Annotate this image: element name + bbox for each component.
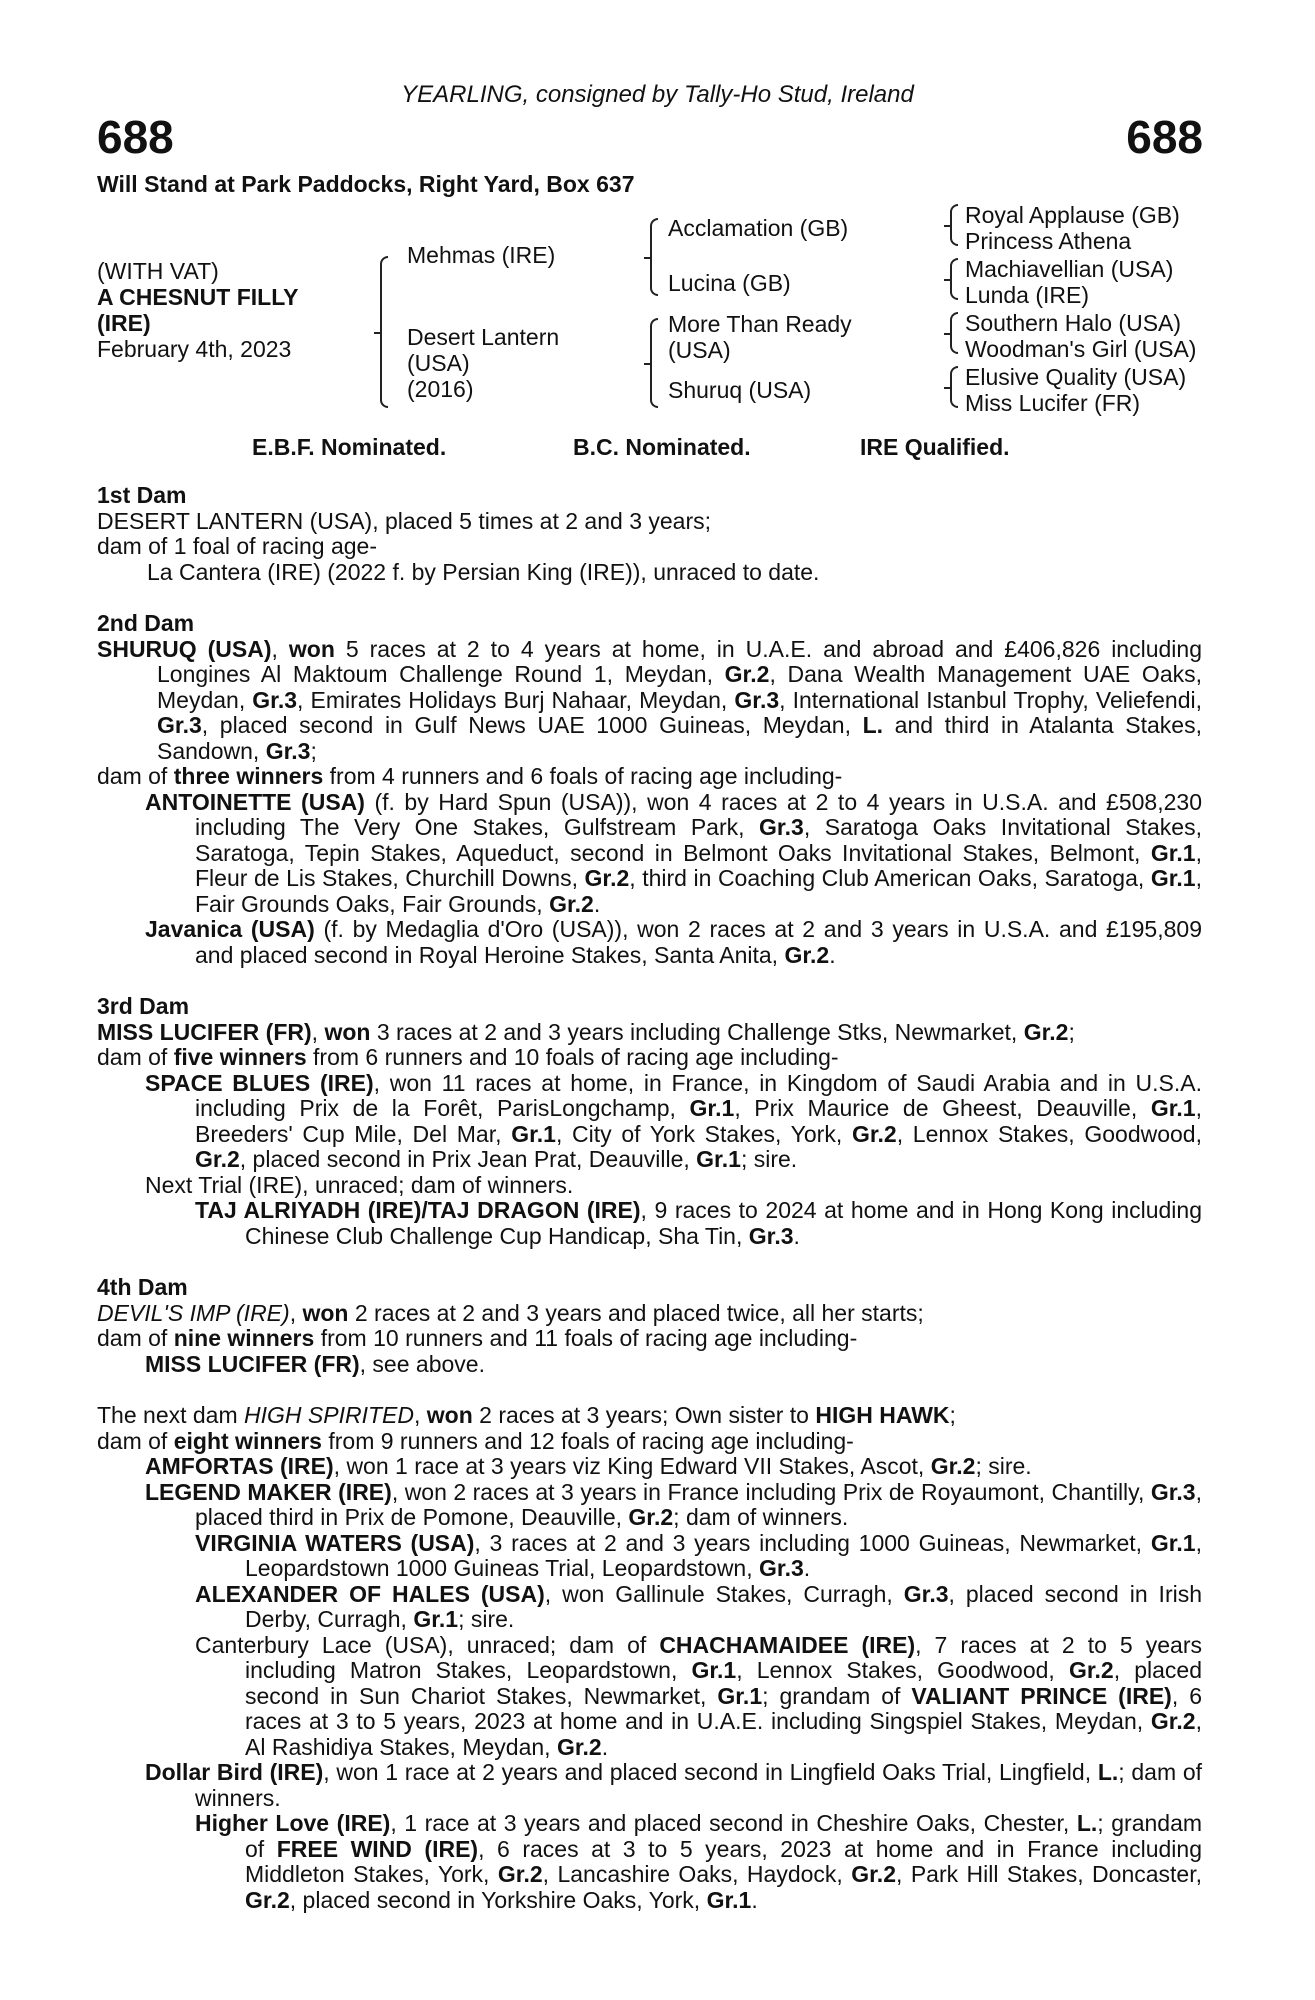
third-dam-produce-2: Next Trial (IRE), unraced; dam of winners. <box>145 1171 574 1198</box>
ire-qualified: IRE Qualified. <box>860 434 1010 460</box>
next-dam-produce-amfortas: AMFORTAS (IRE), won 1 race at 3 years viz King Edward VII Stakes, Ascot, Gr.2; sire. <box>145 1453 1032 1479</box>
horse-info <box>97 258 298 362</box>
next-dam-record: The next dam HIGH SPIRITED, won 2 races at 3 years; Own sister to HIGH HAWK; <box>97 1402 956 1428</box>
pedigree-brace-ds <box>950 312 958 354</box>
pedigree-dss: Southern Halo (USA) <box>965 310 1182 336</box>
fourth-dam-produce-summary: dam of nine winners from 10 runners and 11 foals of racing age including- <box>97 1325 858 1351</box>
third-dam-produce-summary: dam of five winners from 6 runners and 10 foals of racing age including- <box>97 1044 839 1070</box>
second-dam-heading: 2nd Dam <box>97 610 195 636</box>
pedigree-dam-dam: Shuruq (USA) <box>668 377 812 403</box>
ebf-nomination: E.B.F. Nominated. <box>252 434 447 460</box>
pedigree-sire-sire: Acclamation (GB) <box>668 215 849 241</box>
pedigree-dam-sire: More Than Ready (USA) <box>668 311 852 363</box>
horse-name-suffix: (IRE) <box>97 310 151 336</box>
pedigree-brace-sd <box>950 258 958 300</box>
next-dam-produce-virginia-waters: VIRGINIA WATERS (USA), 3 races at 2 and 3 years including 1000 Guineas, Newmarket, Gr.1, Leopardstown 1000 Guineas Trial, Leopardstown, Gr.3. <box>195 1529 1202 1581</box>
bc-nomination: B.C. Nominated. <box>573 434 751 460</box>
next-dam-produce-canterbury-lace: Canterbury Lace (USA), unraced; dam of CHACHAMAIDEE (IRE), 7 races at 2 to 5 years including Matron Stakes, Leopardstown, Gr.1, Lennox Stakes, Goodwood, Gr.2, placed second in Sun Chariot Stakes, Newmarket, Gr.1; grandam of VALIANT PRINCE (IRE), 6 races at 3 to 5 years, 2023 at home and in U.A.E. including Singspiel Stakes, Meydan, Gr.2, Al Rashidiya Stakes, Meydan, Gr.2. <box>195 1631 1202 1760</box>
second-dam-produce-1: ANTOINETTE (USA) (f. by Hard Spun (USA)), won 4 races at 2 to 4 years in U.S.A. and £508,230 including The Very One Stakes, Gulfstream Park, Gr.3, Saratoga Oaks Invitational Stakes, Saratoga, Tepin Stakes, Aqueduct, second in Belmont Oaks Invitational Stakes, Belmont, Gr.1, Fleur de Lis Stakes, Churchill Downs, Gr.2, third in Coaching Club American Oaks, Saratoga, Gr.1, Fair Grounds Oaks, Fair Grounds, Gr.2. <box>145 788 1202 917</box>
next-dam-produce-dollar-bird: Dollar Bird (IRE), won 1 race at 2 years and placed second in Lingfield Oaks Trial, Lingfield, L.; dam of winners. <box>145 1759 1203 1811</box>
fourth-dam-record: DEVIL'S IMP (IRE), won 2 races at 2 and 3 years and placed twice, all her starts; <box>97 1299 924 1326</box>
first-dam-foals: dam of 1 foal of racing age- <box>97 533 377 559</box>
lot-number-left: 688 <box>97 111 174 163</box>
next-dam-produce-alexander-of-hales: ALEXANDER OF HALES (USA), won Gallinule Stakes, Curragh, Gr.3, placed second in Irish Derby, Curragh, Gr.1; sire. <box>195 1580 1203 1632</box>
first-dam-produce: La Cantera (IRE) (2022 f. by Persian King (IRE)), unraced to date. <box>147 558 820 585</box>
catalogue-body <box>97 483 1202 1913</box>
second-dam-record: SHURUQ (USA), won 5 races at 2 to 4 years at home, in U.A.E. and abroad and £406,826 including Longines Al Maktoum Challenge Round 1, Meydan, Gr.2, Dana Wealth Management UAE Oaks, Meydan, Gr.3, Emirates Holidays Burj Nahaar, Meydan, Gr.3, International Istanbul Trophy, Veliefendi, Gr.3, placed second in Gulf News UAE 1000 Guineas, Meydan, L. and third in Atalanta Stakes, Sandown, Gr.3; <box>97 635 1203 764</box>
next-dam-produce-higher-love: Higher Love (IRE), 1 race at 3 years and placed second in Cheshire Oaks, Chester, L.; grandam of FREE WIND (IRE), 6 races at 3 to 5 years, 2023 at home and in France including Middleton Stakes, York, Gr.2, Lancashire Oaks, Haydock, Gr.2, Park Hill Stakes, Doncaster, Gr.2, placed second in Yorkshire Oaks, York, Gr.1. <box>195 1810 1203 1913</box>
third-dam-produce-3: TAJ ALRIYADH (IRE)/TAJ DRAGON (IRE), 9 races to 2024 at home and in Hong Kong including Chinese Club Challenge Cup Handicap, Sha Tin, Gr.3. <box>195 1197 1203 1249</box>
pedigree-brace-dd <box>950 366 958 408</box>
pedigree-ssd: Princess Athena <box>965 228 1132 254</box>
third-dam-record: MISS LUCIFER (FR), won 3 races at 2 and 3 years including Challenge Stks, Newmarket, Gr.2; <box>97 1018 1075 1045</box>
vat-label: (WITH VAT) <box>97 258 219 284</box>
next-dam-produce-legend-maker: LEGEND MAKER (IRE), won 2 races at 3 years in France including Prix de Royaumont, Chantilly, Gr.3, placed third in Prix de Pomone, Deauville, Gr.2; dam of winners. <box>145 1478 1202 1530</box>
pedigree-sss: Royal Applause (GB) <box>965 202 1180 228</box>
horse-name: A CHESNUT FILLY <box>97 284 299 310</box>
third-dam-heading: 3rd Dam <box>97 993 190 1019</box>
pedigree-brace-gen1 <box>380 256 388 408</box>
pedigree-brace-sire <box>650 218 658 296</box>
stand-location: Will Stand at Park Paddocks, Right Yard, Box 637 <box>97 171 635 197</box>
lot-number-right: 688 <box>1126 111 1203 163</box>
pedigree-sdd: Lunda (IRE) <box>965 282 1090 308</box>
foaled-date: February 4th, 2023 <box>97 336 292 362</box>
next-dam-produce-summary: dam of eight winners from 9 runners and 12 foals of racing age including- <box>97 1427 854 1454</box>
pedigree-dsd: Woodman's Girl (USA) <box>965 336 1197 362</box>
second-dam-produce-2: Javanica (USA) (f. by Medaglia d'Oro (USA)), won 2 races at 2 and 3 years in U.S.A. and £195,809 and placed second in Royal Heroine Stakes, Santa Anita, Gr.2. <box>145 916 1202 968</box>
fourth-dam-heading: 4th Dam <box>97 1274 188 1300</box>
pedigree-sds: Machiavellian (USA) <box>965 256 1174 282</box>
pedigree-brace-dam <box>650 318 658 408</box>
fourth-dam-produce-1: MISS LUCIFER (FR), see above. <box>145 1350 485 1377</box>
pedigree-sire-dam: Lucina (GB) <box>668 270 791 296</box>
pedigree-ddd: Miss Lucifer (FR) <box>965 390 1141 416</box>
consignment-line: YEARLING, consigned by Tally-Ho Stud, Ireland <box>401 81 914 108</box>
first-dam-line: DESERT LANTERN (USA), placed 5 times at 2 and 3 years; <box>97 507 712 534</box>
pedigree-brace-ss <box>950 204 958 246</box>
pedigree-dds: Elusive Quality (USA) <box>965 364 1187 390</box>
second-dam-produce-summary: dam of three winners from 4 runners and 6 foals of racing age including- <box>97 763 843 789</box>
first-dam-heading: 1st Dam <box>97 482 187 508</box>
pedigree-sire: Mehmas (IRE) <box>407 242 556 268</box>
pedigree-dam: Desert Lantern (USA) (2016) <box>407 324 560 402</box>
third-dam-produce-1: SPACE BLUES (IRE), won 11 races at home, in France, in Kingdom of Saudi Arabia and in U.S.A. including Prix de la Forêt, ParisLongchamp, Gr.1, Prix Maurice de Gheest, Deauville, Gr.1, Breeders' Cup Mile, Del Mar, Gr.1, City of York Stakes, York, Gr.2, Lennox Stakes, Goodwood, Gr.2, placed second in Prix Jean Prat, Deauville, Gr.1; sire. <box>145 1069 1202 1172</box>
